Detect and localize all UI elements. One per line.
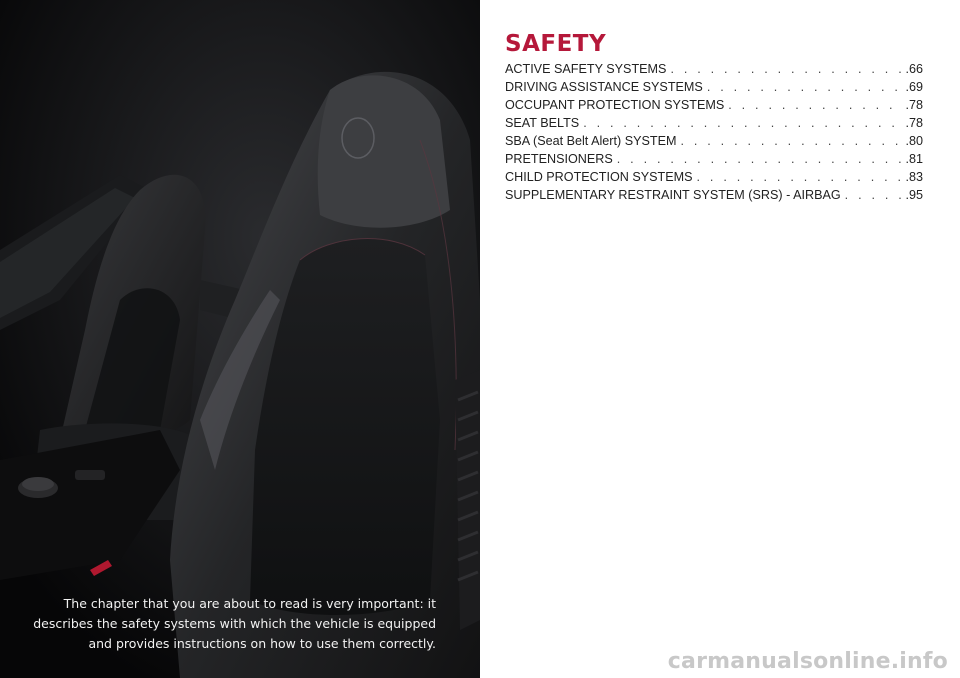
site-watermark: carmanualsonline.info [667, 649, 948, 674]
toc-label: DRIVING ASSISTANCE SYSTEMS [505, 80, 703, 94]
toc-item-seat-belts[interactable] [505, 114, 923, 132]
toc-label: PRETENSIONERS [505, 152, 613, 166]
chapter-title: SAFETY [505, 31, 607, 57]
toc-page-number: .69 [905, 80, 923, 94]
toc-item-sba-system[interactable] [505, 132, 923, 150]
toc-leader-dots [697, 168, 904, 186]
toc-page-number: .81 [905, 152, 923, 166]
caption-line: describes the safety systems with which the vehicle is equipped [33, 616, 436, 631]
toc-item-active-safety-systems[interactable] [505, 60, 923, 78]
toc-leader-dots [728, 96, 903, 114]
caption-line: The chapter that you are about to read is very important: it [63, 596, 436, 611]
toc-leader-dots [617, 150, 904, 168]
chapter-contents [505, 30, 923, 204]
toc-page-number: .78 [905, 116, 923, 130]
toc-item-pretensioners[interactable] [505, 150, 923, 168]
toc-label: OCCUPANT PROTECTION SYSTEMS [505, 98, 725, 112]
toc-page-number: .80 [905, 134, 923, 148]
toc-page-number: .95 [905, 188, 923, 202]
toc-item-child-protection-systems[interactable] [505, 168, 923, 186]
toc-item-occupant-protection-systems[interactable] [505, 96, 923, 114]
toc-page-number: .66 [905, 62, 923, 76]
toc-leader-dots [680, 132, 903, 150]
toc-label: ACTIVE SAFETY SYSTEMS [505, 62, 667, 76]
toc-page-number: .78 [905, 98, 923, 112]
console-button [75, 470, 105, 480]
toc-label: SUPPLEMENTARY RESTRAINT SYSTEM (SRS) - AIRBAG [505, 188, 841, 202]
toc-leader-dots [845, 186, 904, 204]
table-of-contents [505, 60, 923, 204]
toc-leader-dots [670, 60, 903, 78]
chapter-caption [16, 594, 436, 654]
toc-leader-dots [707, 78, 904, 96]
toc-label: SEAT BELTS [505, 116, 580, 130]
toc-item-driving-assistance-systems[interactable] [505, 78, 923, 96]
toc-label: SBA (Seat Belt Alert) SYSTEM [505, 134, 677, 148]
toc-page-number: .83 [905, 170, 923, 184]
toc-label: CHILD PROTECTION SYSTEMS [505, 170, 693, 184]
toc-item-srs-airbag[interactable] [505, 186, 923, 204]
caption-line: and provides instructions on how to use them correctly. [88, 636, 436, 651]
toc-leader-dots [583, 114, 903, 132]
